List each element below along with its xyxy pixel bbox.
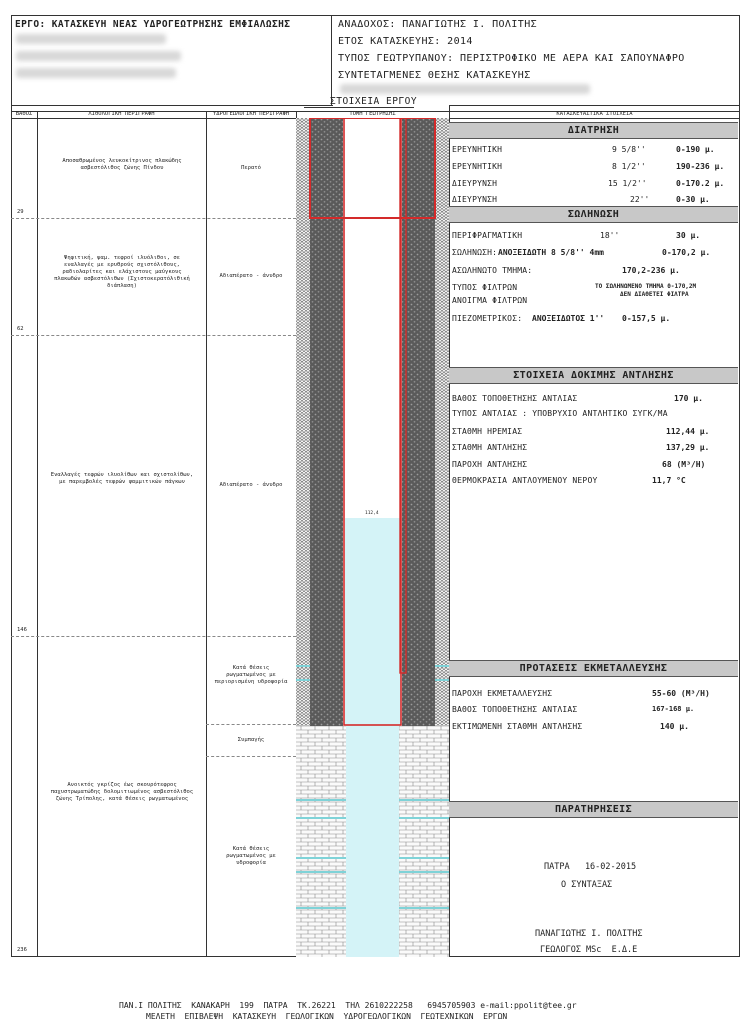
water-temp-row: ΘΕΡΜΟΚΡΑΣΙΑ ΑΝΤΛΟΥΜΕΝΟΥ ΝΕΡΟΥ 11,7 °C (452, 476, 686, 485)
drilling-row: ΕΡΕΥΝΗΤΙΚΗ 8 1/2'' 190-236 μ. (452, 162, 725, 171)
lithology-layer-3: Εναλλαγές τεφρών ιλυολίθων και σχιστολίθων, με παρεμβολές τεφρών ψαμμιτικών πάγκων (50, 472, 194, 485)
client-id-redacted (16, 68, 176, 78)
pump-flow-row: ΠΑΡΟΧΗ ΑΝΤΛΗΣΗΣ 68 (M³/H) (452, 460, 706, 469)
proposals-title: ΠΡΟΤΑΣΕΙΣ ΕΚΜΕΤΑΛΛΕΥΣΗΣ (449, 660, 738, 677)
section-column-header: ΤΟΜΗ ΓΕΩΤΡΗΣΗΣ (349, 111, 396, 117)
project-elements-heading: ΣΤΟΙΧΕΙΑ ΕΡΓΟΥ (330, 96, 418, 107)
client-name-redacted (16, 34, 166, 44)
water-level-label: 112,4 (365, 511, 379, 516)
proposal-depth-row: ΒΑΘΟΣ ΤΟΠΟΘΕΤΗΣΗΣ ΑΝΤΛΙΑΣ 167-168 μ. (452, 705, 695, 714)
lithology-layer-2: Ψηφιτική, ψαμ. τεφροί ιλυόλιθοι, σε εναλλαγές με ερυθρούς σχιστόλιθους, ραδιολαρίτες και ελάχιστους μαύγκους πλακωδών ασβεστόλιθων (Σχιστοκερατόλιθική διάπλαση) (54, 255, 190, 289)
coordinates-redacted (340, 84, 590, 94)
casing-section-title: ΣΩΛΗΝΩΣΗ (449, 206, 738, 223)
hydro-layer-3: Αδιαπέρατο - άνυδρο (219, 482, 283, 488)
footer-services: ΜΕΛΕΤΗ ΕΠΙΒΛΕΨΗ ΚΑΤΑΣΚΕΥΗ ΓΕΩΛΟΓΙΚΩΝ ΥΔΡΟΓΕΩΛΟΓΙΚΩΝ ΓΕΩΤΕΧΝΙΚΩΝ ΕΡΓΩΝ (146, 1012, 508, 1021)
lithology-layer-1: Αποσαθρωμένος λευκοκίτρινος πλακώδης ασβεστόλιθος ζώνης Πίνδου (62, 158, 182, 171)
casing-perimeter-row: ΠΕΡΙΦΡΑΓΜΑΤΙΚΗ 18'' 30 μ. (452, 231, 701, 240)
rig-type: ΤΥΠΟΣ ΓΕΩΤΡΥΠΑΝΟΥ: ΠΕΡΙΣΤΡΟΦΙΚΟ ΜΕ ΑΕΡΑ ΚΑΙ ΣΑΠΟΥΝΑΦΡΟ (338, 53, 685, 64)
drilling-row: ΕΡΕΥΝΗΤΙΚΗ 9 5/8'' 0-190 μ. (452, 145, 715, 154)
well-section-diagram (296, 118, 449, 957)
coordinates-label: ΣΥΝΤΕΤΑΓΜΕΝΕΣ ΘΕΣΗΣ ΚΑΤΑΣΚΕΥΗΣ (338, 70, 531, 81)
depth-label-29: 29 (17, 209, 24, 215)
water-column (345, 518, 401, 726)
casing-blind-row: ΑΣΩΛΗΝΩΤΟ ΤΜΗΜΑ: 170,2-236 μ. (452, 266, 680, 275)
author-name: ΠΑΝΑΓΙΩΤΗΣ Ι. ΠΟΛΙΤΗΣ (535, 929, 643, 939)
depth-label-62: 62 (17, 326, 24, 332)
hydro-layer-2: Αδιαπέρατο - άνυδρο (219, 273, 283, 279)
contractor-text: ΑΝΑΔΟΧΟΣ: ΠΑΝΑΓΙΩΤΗΣ Ι. ΠΟΛΙΤΗΣ (338, 19, 538, 30)
footer-contact: ΠΑΝ.Ι ΠΟΛΙΤΗΣ ΚΑΝΑΚΑΡΗ 199 ΠΑΤΡΑ ΤΚ.26221 ΤΗΛ 2610222258 6945705903 e-mail:ppolit@tee.gr (119, 1001, 577, 1010)
hydro-layer-6: Κατά θέσεις ρωγματωμένος με υδροφορία (226, 846, 276, 866)
hydro-column-header: ΥΔΡΟΓΕΩΛΟΓΙΚΗ ΠΕΡΙΓΡΑΦΗ (212, 111, 290, 117)
hydro-layer-4: Κατά θέσεις ρωγματωμένος με περιορισμένη υδροφορία (214, 665, 288, 685)
piezometer-row: ΠΙΕΖΟΜΕΤΡΙΚΟΣ: ΑΝΟΞΕΙΔΩΤΟΣ 1'' 0-157,5 μ. (452, 314, 671, 323)
drilling-row: ΔΙΕΥΡΥΝΣΗ 15 1/2'' 0-170.2 μ. (452, 179, 725, 188)
author-title: ΓΕΩΛΟΓΟΣ MSc Ε.Δ.Ε (540, 945, 638, 955)
pump-depth-row: ΒΑΘΟΣ ΤΟΠΟΘΕΤΗΣΗΣ ΑΝΤΛΙΑΣ 170 μ. (452, 394, 703, 403)
proposal-level-row: ΕΚΤΙΜΩΜΕΝΗ ΣΤΑΘΜΗ ΑΝΤΛΗΣΗΣ 140 μ. (452, 722, 689, 731)
construction-year: ΕΤΟΣ ΚΑΤΑΣΚΕΥΗΣ: 2014 (338, 36, 473, 47)
hydro-layer-5: Συμπαγής (237, 737, 265, 743)
depth-label-146: 146 (17, 627, 27, 633)
hydro-layer-1: Περατό (241, 165, 261, 171)
author-role: Ο ΣΥΝΤΑΞΑΣ (561, 880, 613, 890)
remarks-title: ΠΑΡΑΤΗΡΗΣΕΙΣ (449, 801, 738, 818)
dynamic-level-row: ΣΤΑΘΜΗ ΑΝΤΛΗΣΗΣ 137,29 μ. (452, 443, 710, 452)
project-title: ΕΡΓΟ: ΚΑΤΑΣΚΕΥΗ ΝΕΑΣ ΥΔΡΟΓΕΩΤΡΗΣΗΣ ΕΜΦΙΑΛΩΣΗΣ (15, 19, 291, 30)
lithology-layer-4: Ανοικτός γκρίζος έως σκουρότεφρος παχυστρωματώδης δολομιτιωμένος ασβεστόλιθος ζώνης Τρίπολης, κατά θέσεις ρωγματωμένος (50, 782, 194, 802)
filter-type-row: ΤΥΠΟΣ ΦΙΛΤΡΩΝ ΤΟ ΣΩΛΗΝΩΜΕΝΟ ΤΜΗΜΑ 0-170,2Μ ΔΕΝ ΔΙΑΘΕΤΕΙ ΦΙΛΤΡΑ (452, 283, 697, 298)
lithology-column-header: ΛΙΘΟΛΟΓΙΚΗ ΠΕΡΙΓΡΑΦΗ (88, 111, 155, 117)
pump-type-row: ΤΥΠΟΣ ΑΝΤΛΙΑΣ : ΥΠΟΒΡΥΧΙΟ ΑΝΤΛΗΤΙΚΟ ΣΥΓΚ/ΜΑ (452, 409, 668, 418)
depth-column-header: ΒΑΘΟΣ (15, 111, 33, 117)
client-address-redacted (16, 51, 181, 61)
place-date: ΠΑΤΡΑ 16-02-2015 (544, 862, 637, 872)
pump-test-title: ΣΤΟΙΧΕΙΑ ΔΟΚΙΜΗΣ ΑΝΤΛΗΣΗΣ (449, 367, 738, 384)
drilling-section-title: ΔΙΑΤΡΗΣΗ (449, 122, 738, 139)
depth-label-236: 236 (17, 947, 27, 953)
static-level-row: ΣΤΑΘΜΗ ΗΡΕΜΙΑΣ 112,44 μ. (452, 427, 710, 436)
construction-column-header: ΚΑΤΑΣΚΕΥΑΣΤΙΚΑ ΣΤΟΙΧΕΙΑ (556, 111, 633, 117)
casing-main-row: ΣΩΛΗΝΩΣΗ: ΑΝΟΞΕΙΔΩΤΗ 8 5/8'' 4mm 0-170,2 μ. (452, 248, 711, 257)
drilling-row: ΔΙΕΥΡΥΝΣΗ 22'' 0-30 μ. (452, 195, 710, 204)
filter-opening-row: ΑΝΟΙΓΜΑ ΦΙΛΤΡΩΝ (452, 296, 528, 305)
proposal-flow-row: ΠΑΡΟΧΗ ΕΚΜΕΤΑΛΛΕΥΣΗΣ 55-60 (M³/H) (452, 689, 710, 698)
